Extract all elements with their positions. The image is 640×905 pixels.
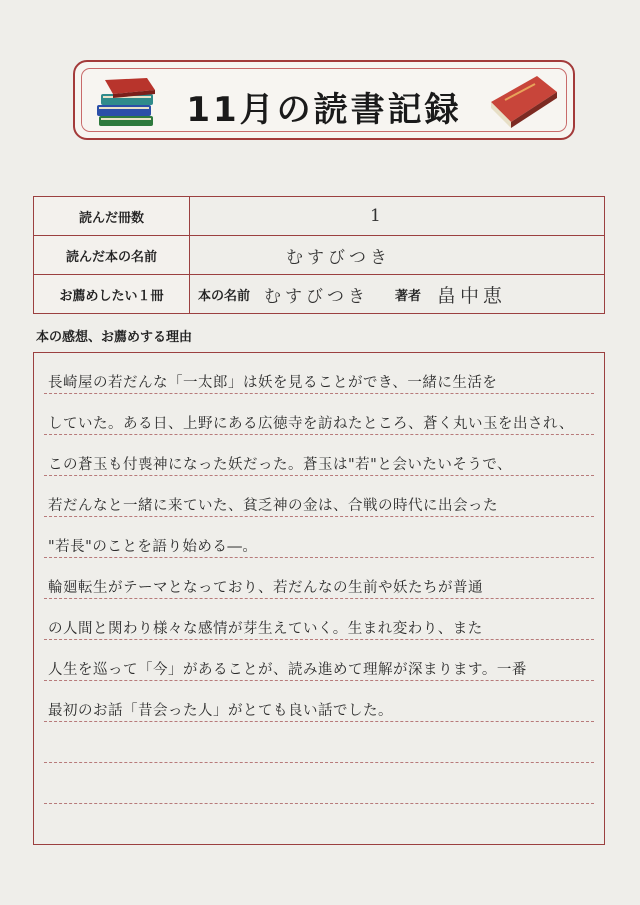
ruled-line <box>44 762 594 763</box>
ruled-line <box>44 803 594 804</box>
author-value: 畠中恵 <box>437 284 507 307</box>
reason-line: 人生を巡って「今」があることが、読み進めて理解が深まります。一番 <box>48 662 527 678</box>
name-cell <box>190 236 605 275</box>
ruled-line <box>44 516 594 517</box>
reason-lined-box <box>33 352 605 845</box>
book-name-value: むすびつき <box>264 286 370 307</box>
row-count <box>34 197 605 236</box>
ruled-line <box>44 434 594 435</box>
red-book-icon <box>485 72 561 130</box>
book-info-table <box>33 196 605 314</box>
reason-heading: 本の感想、お薦めする理由 <box>36 330 193 345</box>
author-label: 著者 <box>395 288 422 304</box>
name-value: むすびつき <box>286 247 391 268</box>
name-label: 読んだ本の名前 <box>34 236 190 275</box>
recommend-cell <box>190 275 605 314</box>
reason-line: "若長"のことを語り始める―。 <box>48 539 258 555</box>
ruled-line <box>44 721 594 722</box>
ruled-line <box>44 639 594 640</box>
reason-line: 最初のお話「昔会った人」がとても良い話でした。 <box>48 703 393 719</box>
reason-line: 若だんなと一緒に来ていた、貧乏神の金は、合戦の時代に出会った <box>48 498 498 514</box>
title-banner <box>73 60 575 140</box>
ruled-line <box>44 393 594 394</box>
row-book-name <box>34 236 605 275</box>
reason-line: の人間と関わり様々な感情が芽生えていく。生まれ変わり、また <box>48 621 483 637</box>
reason-line: していた。ある日、上野にある広徳寺を訪ねたところ、蒼く丸い玉を出され、 <box>48 416 574 432</box>
count-label: 読んだ冊数 <box>34 197 190 236</box>
reason-line: この蒼玉も付喪神になった妖だった。蒼玉は"若"と会いたいそうで、 <box>48 457 513 473</box>
ruled-line <box>44 598 594 599</box>
count-cell <box>190 197 605 236</box>
ruled-line <box>44 475 594 476</box>
ruled-line <box>44 680 594 681</box>
page-title: 11月の読書記録 <box>186 90 462 130</box>
recommend-label: お薦めしたい１冊 <box>34 275 190 314</box>
count-value: 1 <box>370 206 385 226</box>
book-name-label: 本の名前 <box>198 288 251 304</box>
reason-line: 長崎屋の若だんな「一太郎」は妖を見ることができ、一緒に生活を <box>48 375 498 391</box>
reason-line: 輪廻転生がテーマとなっており、若だんなの生前や妖たちが普通 <box>48 580 483 596</box>
ruled-line <box>44 557 594 558</box>
row-recommend <box>34 275 605 314</box>
